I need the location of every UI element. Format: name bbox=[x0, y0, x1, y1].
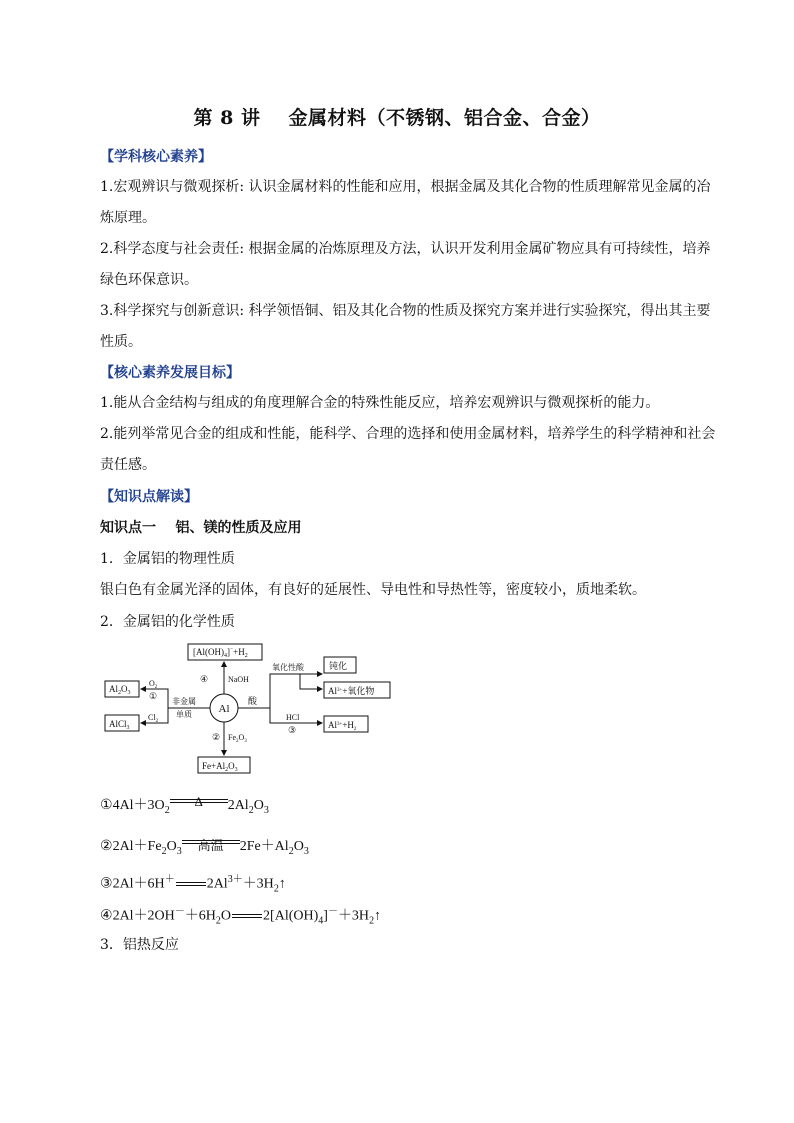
section-goals-heading: 【核心素养发展目标】 bbox=[100, 365, 240, 381]
nonmetal-label: 非金属 bbox=[172, 697, 196, 706]
oxidizing-acid-label: 氧化性酸 bbox=[272, 663, 304, 672]
section-core-heading: 【学科核心素养】 bbox=[100, 149, 212, 165]
knowledge-point-title: 知识点一 铝、镁的性质及应用 bbox=[100, 520, 302, 536]
lecture-number: 第 8 讲 bbox=[193, 107, 261, 129]
physical-properties-text: 银白色有金属光泽的固体，有良好的延展性、导电性和导热性等，密度较小，质地柔软。 bbox=[100, 582, 646, 598]
core-item-1: 1.宏观辨识与微观探析: 认识金属材料的性能和应用，根据金属及其化合物的性质理解常见金属的冶炼原理。 bbox=[100, 179, 711, 226]
section-knowledge-heading: 【知识点解读】 bbox=[100, 489, 198, 505]
num-4-label: ④ bbox=[200, 674, 209, 684]
aluminum-reaction-diagram bbox=[100, 638, 400, 776]
page-title bbox=[0, 103, 794, 130]
core-item-3: 3.科学探究与创新意识: 科学领悟铜、铝及其化合物的性质及探究方案并进行实验探究，得出其主要性质。 bbox=[100, 303, 711, 350]
o2-label: $O_2$ bbox=[149, 679, 158, 690]
acid-label: 酸 bbox=[248, 696, 258, 706]
equation-1: $①4Al+3O_2$ Δ $2Al_2O_3$ bbox=[100, 794, 269, 816]
equation-4: $④2Al+2OH^-+6H_2O$ $2[Al(OH)_4]^-+3H_2↑$ bbox=[100, 906, 382, 927]
top-box-label: $[Al(OH)_4]^{^-}+H_2$ bbox=[193, 647, 248, 659]
num-2-label: ② bbox=[212, 732, 221, 742]
physical-properties-heading: 1．金属铝的物理性质 bbox=[100, 551, 235, 567]
cl2-label: $Cl_2$ bbox=[148, 713, 159, 724]
equation-3: ③2Al＋6H＋ $2Al^{3+}+3H_2↑$ bbox=[100, 874, 286, 895]
hcl-label: HCl bbox=[286, 713, 300, 722]
goal-item-1: 1.能从合金结构与组成的角度理解合金的特殊性能反应，培养宏观辨识与微观探析的能力。 bbox=[100, 395, 660, 411]
num-3-label: ③ bbox=[288, 725, 297, 735]
al3-h2-label: $Al^{3+}+H_2$ bbox=[328, 720, 357, 732]
num-1-label: ① bbox=[149, 691, 158, 701]
core-item-2: 2.科学态度与社会责任: 根据金属的冶炼原理及方法，认识开发利用金属矿物应具有可持续性，培养绿色环保意识。 bbox=[100, 241, 711, 288]
alcl3-label: AlCl$_3$ bbox=[109, 719, 130, 731]
element-label: 单质 bbox=[176, 710, 192, 719]
equation-2: $②2Al+Fe_2O_3$ 高温 $2Fe+Al_2O_3$ bbox=[100, 839, 309, 857]
passivation-label: 钝化 bbox=[329, 661, 348, 671]
bottom-box-label: $Fe+Al_2O_3$ bbox=[202, 761, 238, 773]
thermite-heading: 3．铝热反应 bbox=[100, 937, 179, 953]
chemical-properties-heading: 2．金属铝的化学性质 bbox=[100, 614, 235, 630]
al3-oxide-label: $Al^{3+}+$氧化物 bbox=[328, 686, 375, 696]
goal-item-2: 2.能列举常见合金的组成和性能，能科学、合理的选择和使用金属材料，培养学生的科学精神和社会责任感。 bbox=[100, 426, 716, 473]
lecture-topic: 金属材料（不锈钢、铝合金、合金） bbox=[288, 107, 601, 129]
fe2o3-label: $Fe_2O_3$ bbox=[228, 733, 247, 744]
al2o3-label: $Al_2O_3$ bbox=[109, 684, 131, 696]
naoh-label: NaOH bbox=[228, 675, 249, 684]
al-center-label: Al bbox=[218, 703, 230, 715]
